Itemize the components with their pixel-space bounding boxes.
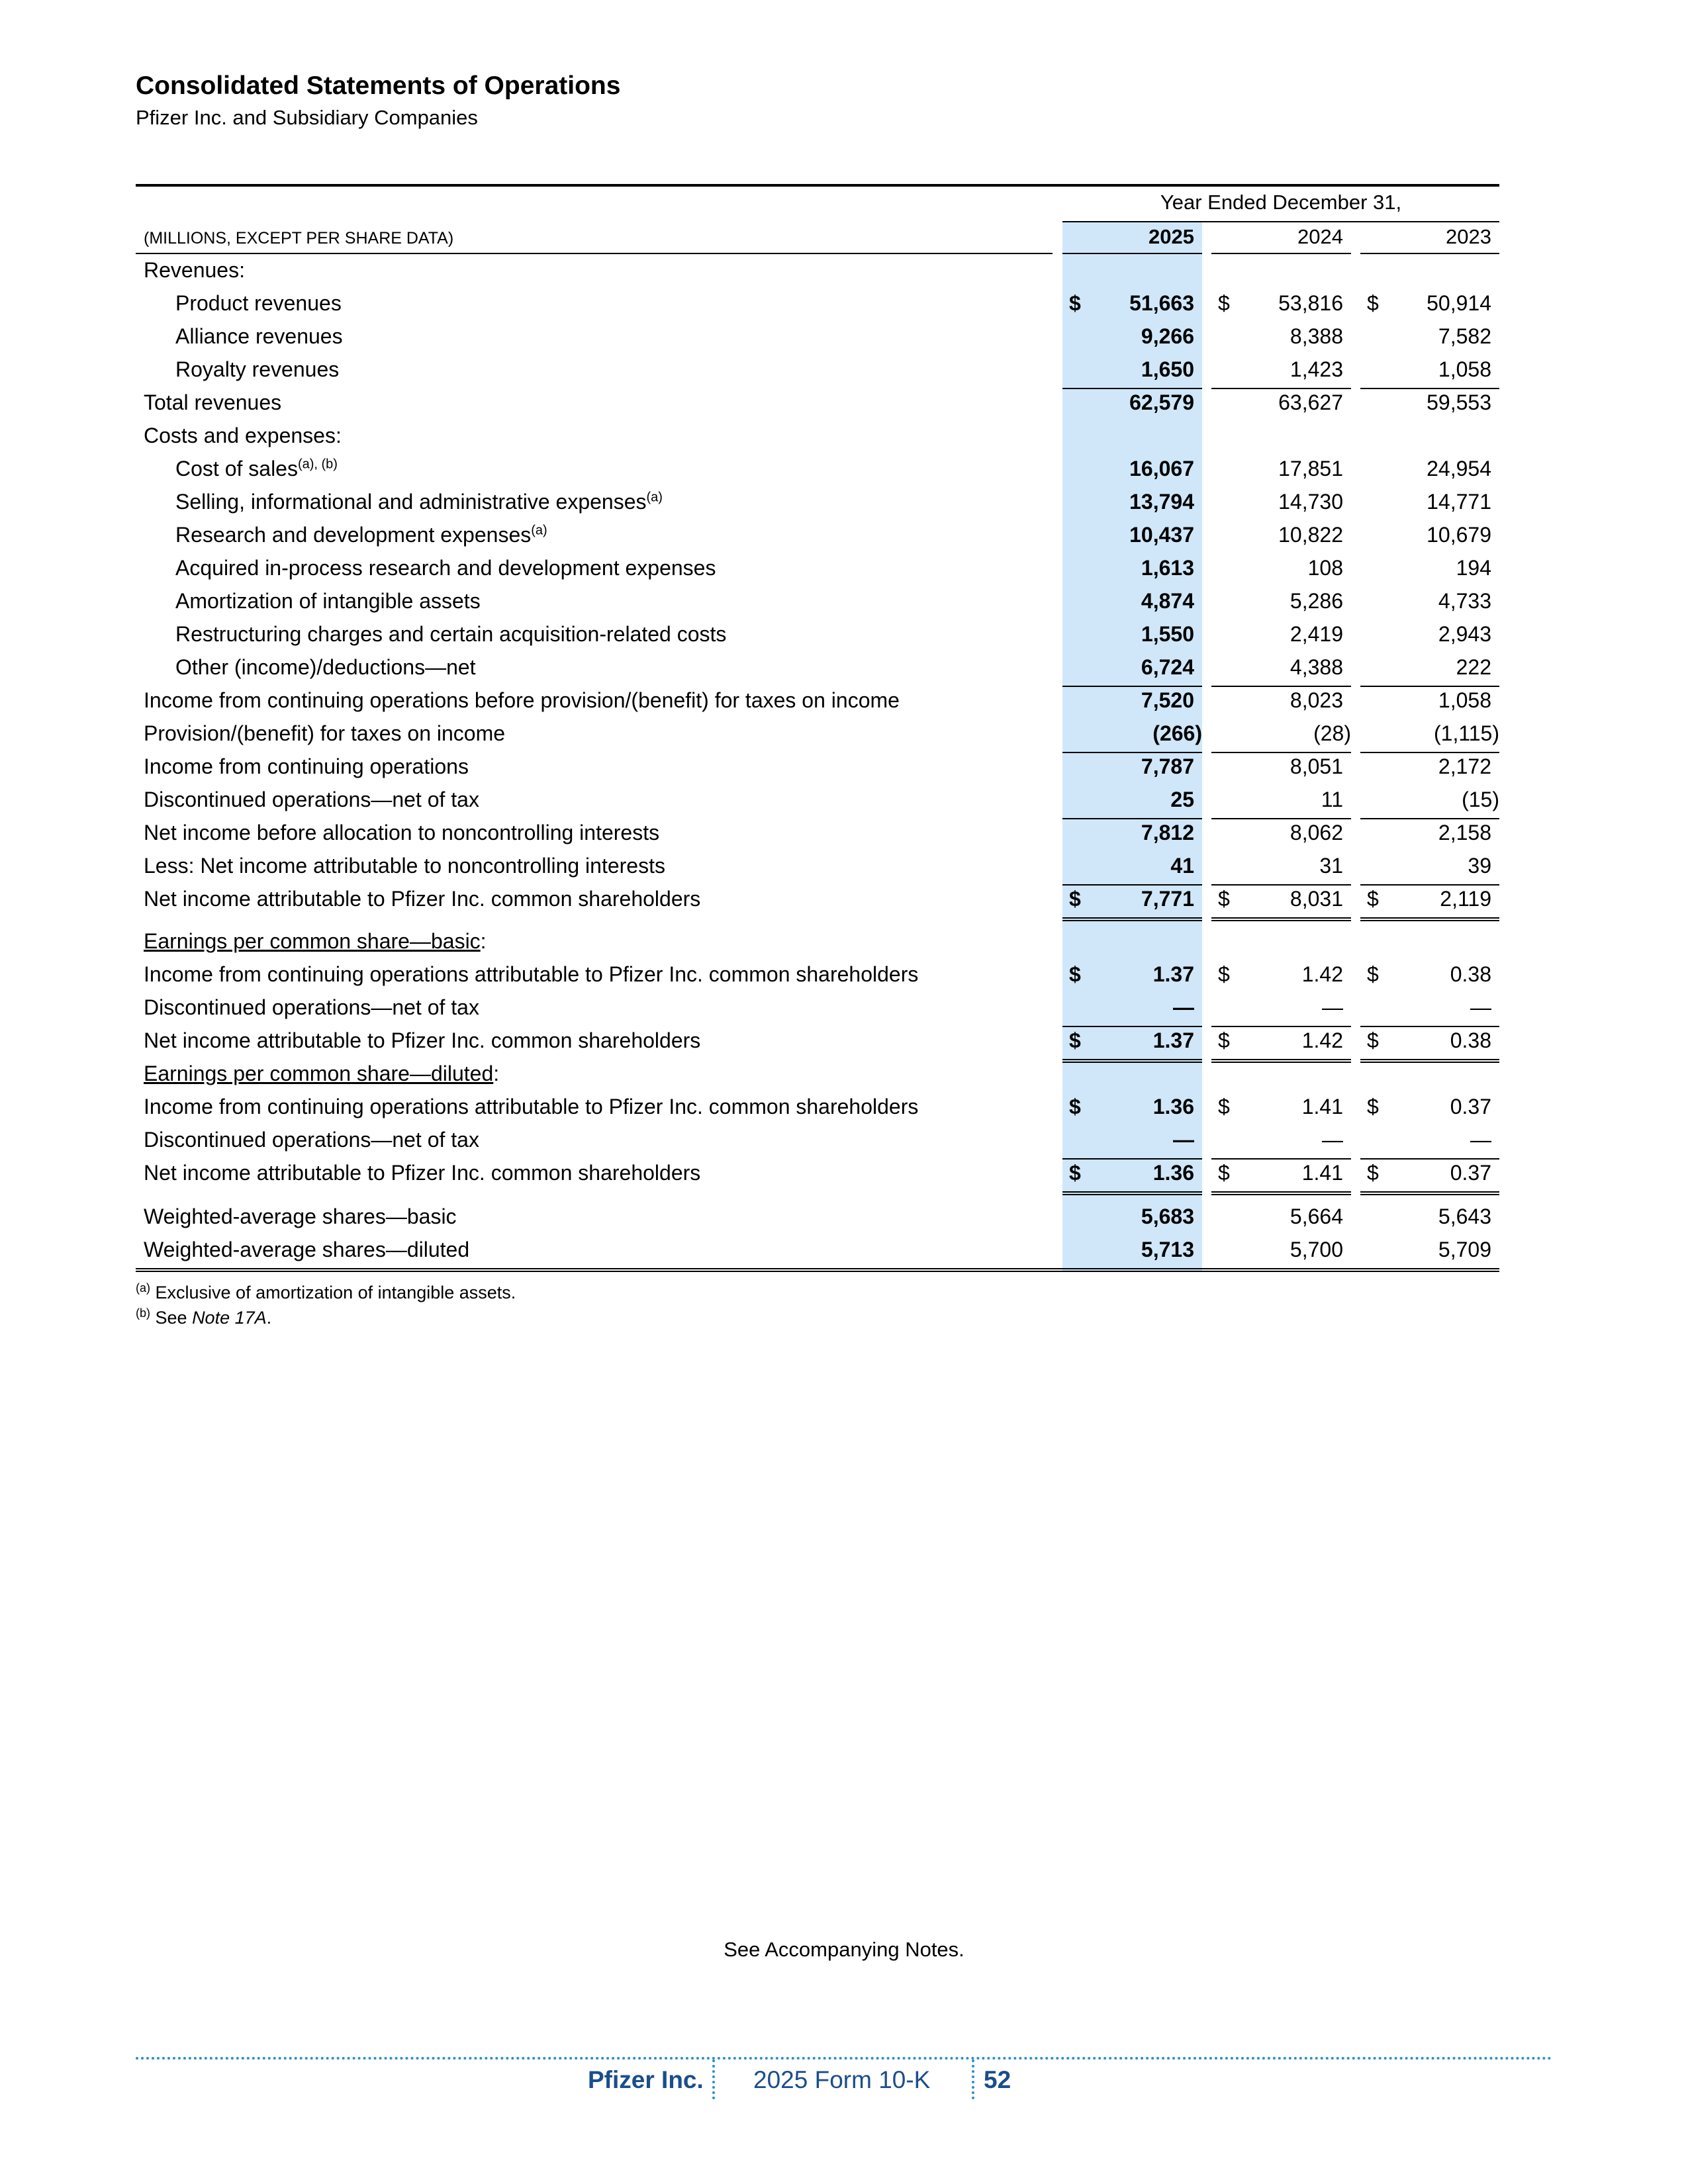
cell-2025	[1062, 851, 1202, 886]
row-rnd	[136, 520, 1499, 553]
footnote-text: Exclusive of amortization of intangible assets.	[155, 1283, 516, 1302]
cell-value: (28)	[1313, 721, 1351, 745]
cell-value: 1.42	[1301, 962, 1343, 986]
cell-2023	[1360, 851, 1499, 886]
cell-value: 7,520	[1141, 688, 1194, 712]
footnote-end: .	[266, 1308, 272, 1328]
cell-2024	[1211, 993, 1351, 1027]
cell-2024	[1211, 960, 1351, 993]
row-eps-basic-net	[136, 1026, 1499, 1059]
row-label: Net income attributable to Pfizer Inc. common shareholders	[144, 1028, 701, 1052]
cell-value: —	[1470, 995, 1491, 1019]
footer-rule	[136, 2057, 1552, 2060]
row-label-text: Selling, informational and administrative expenses	[175, 490, 647, 514]
row-costs-expenses	[136, 421, 1499, 454]
cell-value: 1.37	[1152, 962, 1194, 986]
footer-separator	[712, 2060, 715, 2099]
cell-2023	[1360, 993, 1499, 1027]
units-label: (MILLIONS, EXCEPT PER SHARE DATA)	[144, 229, 454, 248]
footnote-mark: (a)	[136, 1281, 150, 1295]
cell-value: —	[1173, 995, 1194, 1019]
cell-2025	[1062, 960, 1202, 993]
row-label	[175, 490, 663, 514]
cell-value: 24,954	[1427, 457, 1491, 480]
cell-value: 222	[1456, 655, 1491, 679]
row-label: Provision/(benefit) for taxes on income	[144, 721, 506, 745]
cell-value: 31	[1319, 854, 1343, 878]
cell-2023	[1360, 653, 1499, 687]
cell-2025	[1062, 322, 1202, 355]
cell-2023	[1360, 960, 1499, 993]
cell-2025	[1062, 1235, 1202, 1268]
cell-2024	[1211, 322, 1351, 355]
cell-value: 51,663	[1129, 291, 1194, 315]
footnote-ref: (a)	[646, 490, 663, 505]
cell-2024	[1211, 355, 1351, 389]
footnote-text: See	[155, 1308, 193, 1328]
currency-symbol: $	[1367, 1161, 1379, 1185]
cell-2024	[1211, 289, 1351, 322]
row-eps-diluted-header	[136, 1059, 1499, 1092]
see-accompanying-notes: See Accompanying Notes.	[724, 1938, 964, 1961]
cell-value: 5,713	[1141, 1238, 1194, 1261]
row-eps-basic-cont	[136, 960, 1499, 993]
row-eps-basic-disc	[136, 993, 1499, 1026]
cell-2024	[1211, 785, 1351, 819]
row-label: Royalty revenues	[175, 357, 340, 381]
row-wavg-diluted	[136, 1235, 1499, 1268]
cell-2024	[1211, 388, 1351, 421]
row-eps-diluted-cont	[136, 1092, 1499, 1125]
cell-value: 1,650	[1141, 357, 1194, 381]
cell-2023	[1360, 1158, 1499, 1195]
cell-value: 59,553	[1427, 390, 1491, 414]
cell-2025	[1062, 388, 1202, 421]
row-revenues	[136, 255, 1499, 289]
cell-value: 11	[1321, 788, 1343, 811]
cell-value: 0.37	[1450, 1095, 1491, 1118]
row-label: Discontinued operations—net of tax	[144, 995, 479, 1019]
cell-2025	[1062, 719, 1202, 753]
cell-2025	[1062, 1125, 1202, 1160]
cell-2024	[1211, 520, 1351, 553]
cell-value: 7,812	[1141, 821, 1194, 844]
currency-symbol: $	[1218, 1161, 1230, 1185]
cell-2023	[1360, 1235, 1499, 1268]
cell-value: 1.36	[1152, 1095, 1194, 1118]
currency-symbol: $	[1218, 887, 1230, 911]
cell-value: 1,423	[1289, 357, 1343, 381]
cell-2025	[1062, 520, 1202, 553]
cell-value: 9,266	[1141, 324, 1194, 348]
cell-value: 5,664	[1289, 1205, 1343, 1228]
row-label: Other (income)/deductions—net	[175, 655, 476, 679]
row-label: Total revenues	[144, 390, 282, 414]
cell-value: 10,679	[1427, 523, 1491, 547]
cell-value: 7,787	[1141, 754, 1194, 778]
cell-value: —	[1470, 1128, 1491, 1152]
row-label: Product revenues	[175, 291, 342, 315]
cell-2023	[1360, 752, 1499, 785]
year-header-2023: 2023	[1446, 225, 1491, 248]
cell-2024	[1211, 851, 1351, 886]
cell-2025	[1062, 993, 1202, 1027]
cell-2023	[1360, 388, 1499, 421]
footnote-ref: (a)	[531, 523, 547, 538]
currency-symbol: $	[1367, 1028, 1379, 1052]
cell-value: 17,851	[1278, 457, 1343, 480]
cell-2023	[1360, 686, 1499, 719]
currency-symbol: $	[1069, 1028, 1081, 1052]
row-label: Restructuring charges and certain acquisition-related costs	[175, 622, 727, 646]
cell-value: 0.38	[1450, 1028, 1491, 1052]
table-top-rule	[136, 184, 1499, 187]
cell-2025	[1062, 653, 1202, 687]
cell-value: —	[1173, 1128, 1194, 1152]
footnote-note-ref: Note 17A	[192, 1308, 267, 1328]
cell-2024	[1211, 553, 1351, 586]
cell-2024	[1211, 454, 1351, 487]
row-label: Net income attributable to Pfizer Inc. common shareholders	[144, 887, 701, 911]
row-label: Discontinued operations—net of tax	[144, 1128, 479, 1152]
currency-symbol: $	[1367, 1095, 1379, 1118]
cell-value: —	[1322, 995, 1343, 1019]
cell-value: 8,062	[1289, 821, 1343, 844]
cell-value: 5,286	[1289, 589, 1343, 613]
cell-value: 0.38	[1450, 962, 1491, 986]
row-eps-diluted-disc	[136, 1125, 1499, 1158]
footnote-b	[136, 1308, 271, 1328]
row-label: Income from continuing operations before provision/(benefit) for taxes on income	[144, 688, 900, 712]
cell-value: 1.36	[1152, 1161, 1194, 1185]
cell-value: 8,023	[1289, 688, 1343, 712]
cell-2025	[1062, 1158, 1202, 1195]
cell-value: 7,771	[1141, 887, 1194, 911]
cell-2025	[1062, 487, 1202, 520]
cell-2025	[1062, 619, 1202, 653]
cell-2023	[1360, 289, 1499, 322]
row-provision	[136, 719, 1499, 752]
cell-2023	[1360, 818, 1499, 851]
row-label: Revenues:	[144, 258, 245, 282]
cell-2025	[1062, 1202, 1202, 1235]
row-net-before-nci	[136, 818, 1499, 851]
cell-2023	[1360, 884, 1499, 921]
cell-value: 7,582	[1438, 324, 1491, 348]
cell-2024	[1211, 719, 1351, 753]
cell-2025	[1062, 1026, 1202, 1063]
cell-2025	[1062, 785, 1202, 819]
footer-form: 2025 Form 10-K	[753, 2066, 931, 2093]
cell-2024	[1211, 752, 1351, 785]
row-label: Income from continuing operations attributable to Pfizer Inc. common shareholders	[144, 1095, 919, 1118]
cell-2023	[1360, 1092, 1499, 1125]
cell-value: 5,709	[1438, 1238, 1491, 1261]
row-label-suffix: :	[480, 929, 487, 953]
cell-2024	[1211, 1202, 1351, 1235]
cell-2023	[1360, 719, 1499, 753]
cell-value: 63,627	[1278, 390, 1343, 414]
cell-value: 25	[1170, 788, 1194, 811]
row-cost-of-sales	[136, 454, 1499, 487]
cell-2023	[1360, 1202, 1499, 1235]
cell-value: 2,119	[1440, 887, 1491, 911]
cell-value: 1.42	[1301, 1028, 1343, 1052]
row-label: Less: Net income attributable to noncontrolling interests	[144, 854, 665, 878]
currency-symbol: $	[1218, 962, 1230, 986]
currency-symbol: $	[1069, 291, 1081, 315]
cell-value: 1.41	[1301, 1161, 1343, 1185]
cell-2023	[1360, 1026, 1499, 1063]
cell-2024	[1211, 1092, 1351, 1125]
cell-2023	[1360, 355, 1499, 389]
page-title: Consolidated Statements of Operations	[136, 71, 621, 100]
row-label: Discontinued operations—net of tax	[144, 788, 479, 811]
footer-company: Pfizer Inc.	[588, 2066, 704, 2093]
cell-2025	[1062, 818, 1202, 851]
cell-value: —	[1322, 1128, 1343, 1152]
cell-value: 1,058	[1438, 357, 1491, 381]
cell-value: 108	[1307, 556, 1343, 580]
currency-symbol: $	[1069, 887, 1081, 911]
cell-value: 2,419	[1289, 622, 1343, 646]
row-label-text: Research and development expenses	[175, 523, 532, 547]
footnote-mark: (b)	[136, 1306, 150, 1320]
cell-value: 2,172	[1438, 754, 1491, 778]
cell-2023	[1360, 586, 1499, 619]
year-header-rule-2024	[1211, 253, 1351, 254]
cell-value: 14,771	[1427, 490, 1491, 514]
cell-value: 2,158	[1438, 821, 1491, 844]
row-eps-diluted-net	[136, 1158, 1499, 1191]
cell-2023	[1360, 553, 1499, 586]
row-label: Alliance revenues	[175, 324, 343, 348]
cell-value: 5,700	[1289, 1238, 1343, 1261]
cell-2025	[1062, 553, 1202, 586]
cell-2025	[1062, 884, 1202, 921]
year-header-2024: 2024	[1297, 225, 1343, 248]
cell-2025	[1062, 1092, 1202, 1125]
row-label: Acquired in-process research and development expenses	[175, 556, 716, 580]
currency-symbol: $	[1069, 1161, 1081, 1185]
cell-value: 1,058	[1438, 688, 1491, 712]
row-wavg-basic	[136, 1202, 1499, 1235]
row-income-before-tax	[136, 686, 1499, 719]
cell-value: (1,115)	[1433, 721, 1499, 745]
row-label-text: Cost of sales	[175, 457, 298, 480]
year-header-rule-2023	[1360, 253, 1499, 254]
cell-value: 13,794	[1129, 490, 1194, 514]
cell-2023	[1360, 1125, 1499, 1160]
row-label: Costs and expenses:	[144, 424, 342, 447]
cell-2024	[1211, 884, 1351, 921]
units-label-rule	[136, 253, 1053, 254]
year-header-2025: 2025	[1149, 225, 1194, 248]
cell-value: 4,388	[1289, 655, 1343, 679]
row-discontinued-ops	[136, 785, 1499, 818]
cell-2025	[1062, 355, 1202, 389]
row-label: Income from continuing operations	[144, 754, 469, 778]
period-header: Year Ended December 31,	[1160, 191, 1402, 214]
cell-value: 16,067	[1129, 457, 1194, 480]
currency-symbol: $	[1218, 291, 1230, 315]
row-label: Income from continuing operations attributable to Pfizer Inc. common shareholders	[144, 962, 919, 986]
cell-value: 194	[1456, 556, 1491, 580]
cell-value: 4,874	[1141, 589, 1194, 613]
footnote-a	[136, 1283, 516, 1303]
footnote-ref: (a), (b)	[297, 457, 338, 472]
cell-value: 10,822	[1278, 523, 1343, 547]
row-label	[144, 1062, 499, 1086]
cell-2024	[1211, 1026, 1351, 1063]
cell-2025	[1062, 586, 1202, 619]
cell-2024	[1211, 487, 1351, 520]
cell-value: 39	[1468, 854, 1491, 878]
cell-value: 1,613	[1141, 556, 1194, 580]
row-label: Weighted-average shares—basic	[144, 1205, 457, 1228]
cell-2023	[1360, 520, 1499, 553]
cell-value: 14,730	[1278, 490, 1343, 514]
cell-2024	[1211, 586, 1351, 619]
row-label	[175, 457, 338, 481]
currency-symbol: $	[1367, 962, 1379, 986]
currency-symbol: $	[1367, 887, 1379, 911]
cell-2025	[1062, 752, 1202, 785]
row-alliance-revenues	[136, 322, 1499, 355]
cell-value: 10,437	[1129, 523, 1194, 547]
cell-2023	[1360, 619, 1499, 653]
table-bottom-rule	[136, 1268, 1499, 1272]
cell-value: 1.41	[1301, 1095, 1343, 1118]
cell-value: 50,914	[1427, 291, 1491, 315]
row-label-suffix: :	[493, 1062, 500, 1085]
page-number: 52	[984, 2066, 1011, 2093]
row-other-deductions	[136, 653, 1499, 686]
row-label-text: Earnings per common share—diluted	[144, 1062, 494, 1085]
cell-2023	[1360, 454, 1499, 487]
cell-2024	[1211, 619, 1351, 653]
currency-symbol: $	[1218, 1095, 1230, 1118]
cell-2024	[1211, 1235, 1351, 1268]
cell-2024	[1211, 818, 1351, 851]
row-label: Net income attributable to Pfizer Inc. common shareholders	[144, 1161, 701, 1185]
cell-2024	[1211, 653, 1351, 687]
cell-value: (266)	[1152, 721, 1202, 745]
cell-2025	[1062, 454, 1202, 487]
currency-symbol: $	[1367, 291, 1379, 315]
cell-value: 8,031	[1289, 887, 1343, 911]
cell-value: 41	[1170, 854, 1194, 878]
cell-2025	[1062, 289, 1202, 322]
row-royalty-revenues	[136, 355, 1499, 388]
row-restructuring	[136, 619, 1499, 653]
cell-value: 4,733	[1438, 589, 1491, 613]
row-label: Weighted-average shares—diluted	[144, 1238, 470, 1261]
cell-2024	[1211, 1158, 1351, 1195]
cell-value: 2,943	[1438, 622, 1491, 646]
currency-symbol: $	[1069, 962, 1081, 986]
cell-value: 8,388	[1289, 324, 1343, 348]
row-total-revenues	[136, 388, 1499, 421]
cell-value: 6,724	[1141, 655, 1194, 679]
cell-2023	[1360, 785, 1499, 819]
cell-value: 1,550	[1141, 622, 1194, 646]
cell-2024	[1211, 686, 1351, 719]
row-label	[144, 929, 487, 954]
currency-symbol: $	[1218, 1028, 1230, 1052]
cell-2023	[1360, 487, 1499, 520]
period-header-rule	[1062, 221, 1499, 222]
row-net-income	[136, 884, 1499, 917]
cell-value: 5,683	[1141, 1205, 1194, 1228]
page-subtitle: Pfizer Inc. and Subsidiary Companies	[136, 106, 478, 129]
row-nci	[136, 851, 1499, 884]
row-label-text: Earnings per common share—basic	[144, 929, 481, 953]
currency-symbol: $	[1069, 1095, 1081, 1118]
cell-2024	[1211, 1125, 1351, 1160]
cell-value: 0.37	[1450, 1161, 1491, 1185]
row-income-cont-ops	[136, 752, 1499, 785]
row-label	[175, 523, 547, 547]
cell-2023	[1360, 322, 1499, 355]
row-sga	[136, 487, 1499, 520]
cell-value: 53,816	[1278, 291, 1343, 315]
row-amortization	[136, 586, 1499, 619]
row-iprd	[136, 553, 1499, 586]
cell-value: 5,643	[1438, 1205, 1491, 1228]
cell-value: (15)	[1462, 788, 1499, 811]
row-product-revenues	[136, 289, 1499, 322]
cell-value: 8,051	[1289, 754, 1343, 778]
cell-value: 1.37	[1152, 1028, 1194, 1052]
row-eps-basic-header	[136, 927, 1499, 960]
row-label: Net income before allocation to noncontrolling interests	[144, 821, 660, 844]
row-label: Amortization of intangible assets	[175, 589, 481, 613]
cell-2025	[1062, 686, 1202, 719]
footer-separator	[972, 2060, 974, 2099]
cell-value: 62,579	[1129, 390, 1194, 414]
year-header-rule-2025	[1062, 253, 1202, 254]
